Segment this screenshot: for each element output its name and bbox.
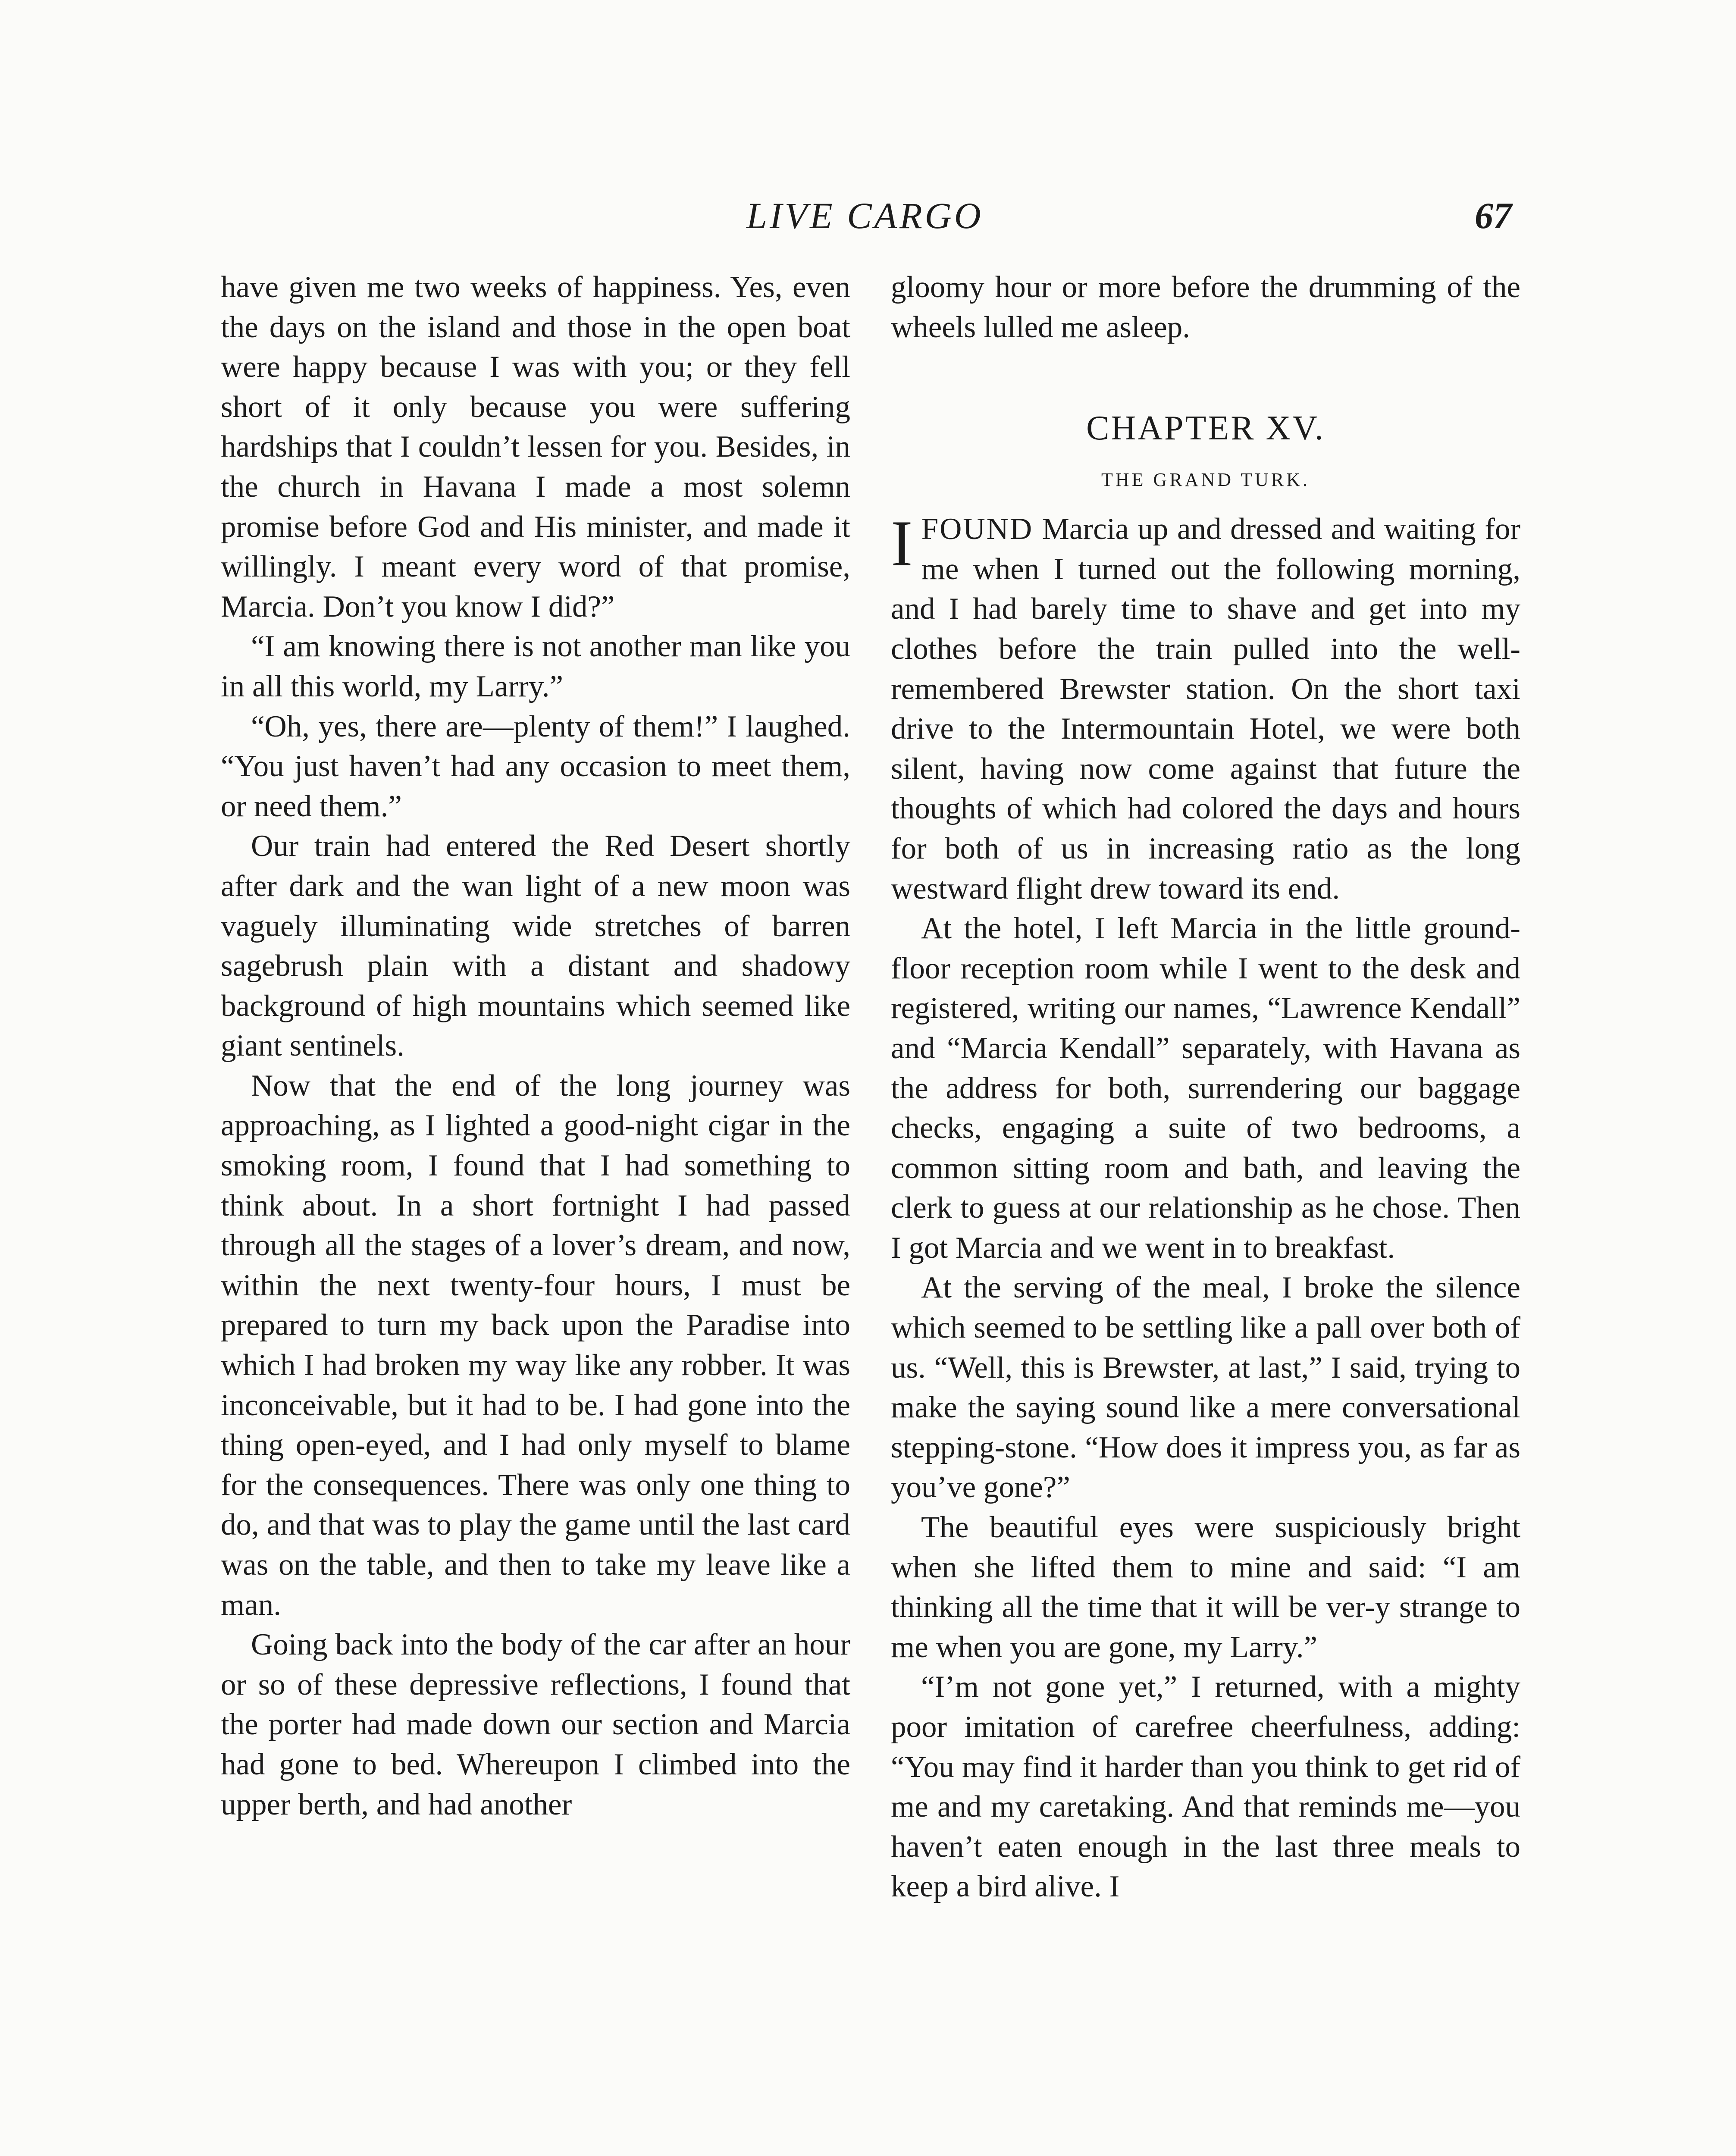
paragraph: At the hotel, I left Marcia in the little ground-floor reception room while I went to the desk and registered, writing our names, “Lawrence Kendall” and “Marcia Kendall” separately, with Havana as the address for both, surrendering our baggage checks, engaging a suite of two bedrooms, a common sitting room and bath, and leaving the clerk to guess at our relationship as he chose. Then I got Marcia and we went in to breakfast. [891,912,1520,1265]
running-head [218,190,1512,241]
paragraph: Now that the end of the long journey was approaching, as I lighted a good-night cigar in the smoking room, I found that I had something to think about. In a short fortnight I had passed through all the stages of a lover’s dream, and now, within the next twenty-four hours, I must be prepared to turn my back upon the Paradise into which I had broken my way like any robber. It was inconceivable, but it had to be. I had gone into the thing open-eyed, and I had only myself to blame for the consequences. There was only one thing to do, and that was to play the game until the last card was on the table, and then to take my leave like a man. [221,1069,850,1622]
paragraph-text: Marcia up and dressed and waiting for me when I turned out the following morning, and I had barely time to shave and get into my clothes before the train pulled into the well-remembered Brewster station. On the short taxi drive to the Intermountain Hotel, we were both silent, having now come against that future the thoughts of which had colored the days and hours for both of us in increasing ratio as the long westward flight drew toward its end. [891,512,1520,906]
drop-cap: I [891,507,913,580]
paragraph: gloomy hour or more before the drumming of the wheels lulled me asleep. [891,270,1520,344]
paragraph: At the serving of the meal, I broke the silence which seemed to be settling like a pall over both of us. “Well, this is Brewster, at last,” I said, trying to make the saying sound like a mere conversational stepping-stone. “How does it impress you, as far as you’ve gone?” [891,1271,1520,1504]
paragraph: Our train had entered the Red Desert shortly after dark and the wan light of a new moon was vaguely illuminating wide stretches of barren sagebrush plain with a distant and shadowy background of high mountains which seemed like giant sentinels. [221,829,850,1063]
chapter-subtitle: THE GRAND TURK. [1101,469,1310,491]
paragraph: “I’m not gone yet,” I returned, with a mighty poor imitation of carefree cheerfulness, adding: “You may find it harder than you think to get rid of me and my caretaking. And that reminds me—you haven’t eaten enough in the last three meals to keep a bird alive. I [891,1670,1520,1904]
lead-in-caps: FOUND [921,512,1034,546]
running-title: LIVE CARGO [746,195,984,236]
chapter-opening-paragraph [891,509,1520,909]
paragraph: Going back into the body of the car after an hour or so of these depressive reflections, I found that the porter had made down our section and Marcia had gone to bed. Whereupon I climbed into the upper berth, and had another [221,1628,850,1821]
right-column [891,267,1520,1907]
page-number: 67 [1475,195,1512,236]
left-column [221,267,850,1824]
paragraph: have given me two weeks of happiness. Yes, even the days on the island and those in the open boat were happy because I was with you; or they fell short of it only because you were suffering hardships that I couldn’t lessen for you. Besides, in the church in Havana I made a most solemn promise before God and His minister, and made it willingly. I meant every word of that promise, Marcia. Don’t you know I did?” [221,270,850,624]
paragraph: The beautiful eyes were suspiciously bright when she lifted them to mine and said: “I am thinking all the time that it will be ver-y strange to me when you are gone, my Larry.” [891,1510,1520,1664]
paragraph: “I am knowing there is not another man like you in all this world, my Larry.” [221,630,850,703]
paragraph: “Oh, yes, there are—plenty of them!” I laughed. “You just haven’t had any occasion to meet them, or need them.” [221,709,850,823]
chapter-title: CHAPTER XV. [1086,409,1325,448]
